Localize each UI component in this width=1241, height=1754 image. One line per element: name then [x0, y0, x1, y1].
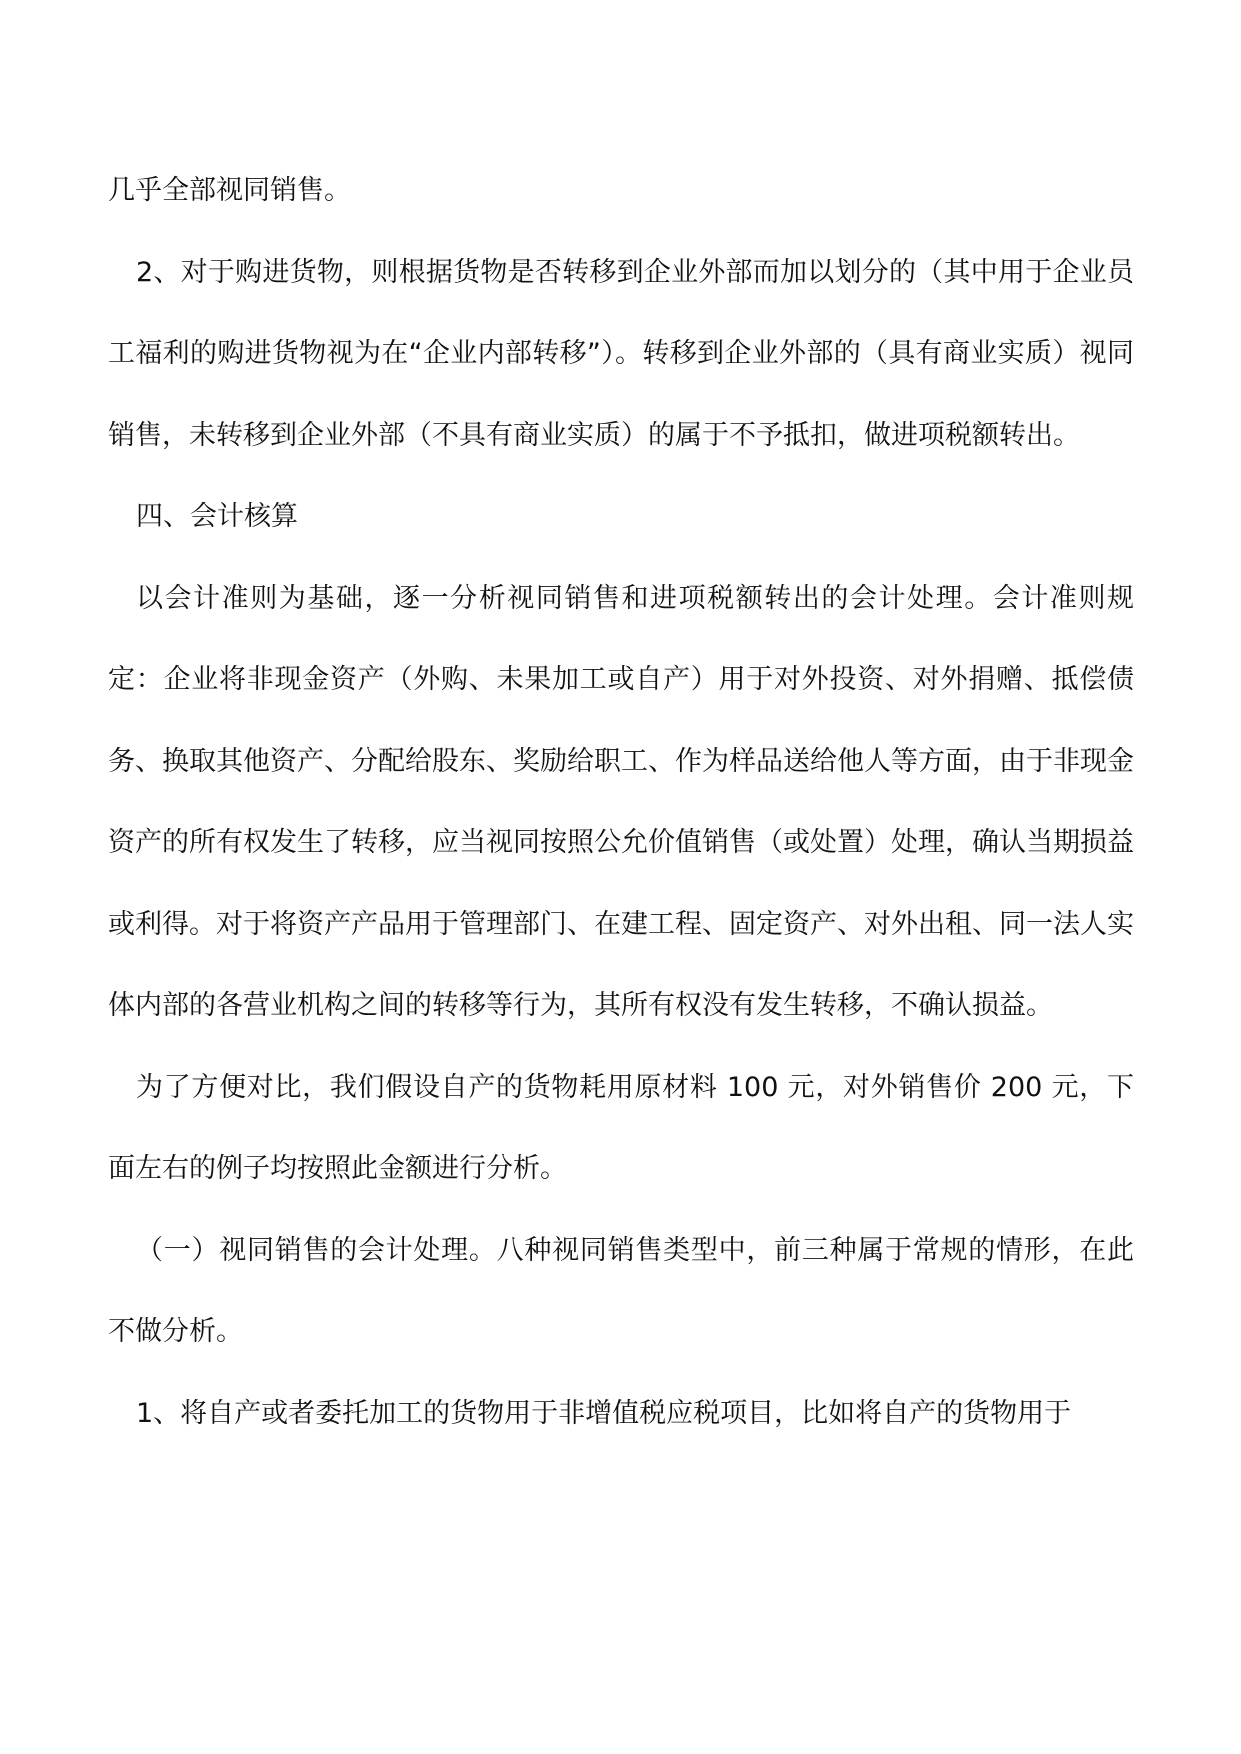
section-heading-accounting: 四、会计核算 [136, 501, 298, 532]
paragraph-continuation: 几乎全部视同销售。 [108, 175, 351, 206]
paragraph-accounting-standards: 以会计准则为基础，逐一分析视同销售和进项税额转出的会计处理。会计准则规定：企业将非现金资产（外购、未果加工或自产）用于对外投资、对外捐赠、抵偿债务、换取其他资产、分配给股东、奖励给职工、作为样品送给他人等方面，由于非现金资产的所有权发生了转移，应当视同按照公允价值销售（或处置）处理，确认当期损益或利得。对于将资产产品用于管理部门、在建工程、固定资产、对外出租、同一法人实体内部的各营业机构之间的转移等行为，其所有权没有发生转移，不确认损益。 [108, 582, 1134, 1021]
paragraph-purchased-goods: 2、对于购进货物，则根据货物是否转移到企业外部而加以划分的（其中用于企业员工福利的购进货物视为在“企业内部转移”）。转移到企业外部的（具有商业实质）视同销售，未转移到企业外部（不具有商业实质）的属于不予抵扣，做进项税额转出。 [108, 256, 1134, 451]
paragraph-deemed-sales-treatment: （一）视同销售的会计处理。八种视同销售类型中，前三种属于常规的情形，在此不做分析。 [108, 1234, 1134, 1347]
paragraph-item-1: 1、将自产或者委托加工的货物用于非增值税应税项目，比如将自产的货物用于 [136, 1397, 1072, 1429]
paragraph-example-amounts: 为了方便对比，我们假设自产的货物耗用原材料 100 元，对外销售价 200 元，下面左右的例子均按照此金额进行分析。 [108, 1071, 1134, 1184]
document-body [108, 150, 1134, 1454]
